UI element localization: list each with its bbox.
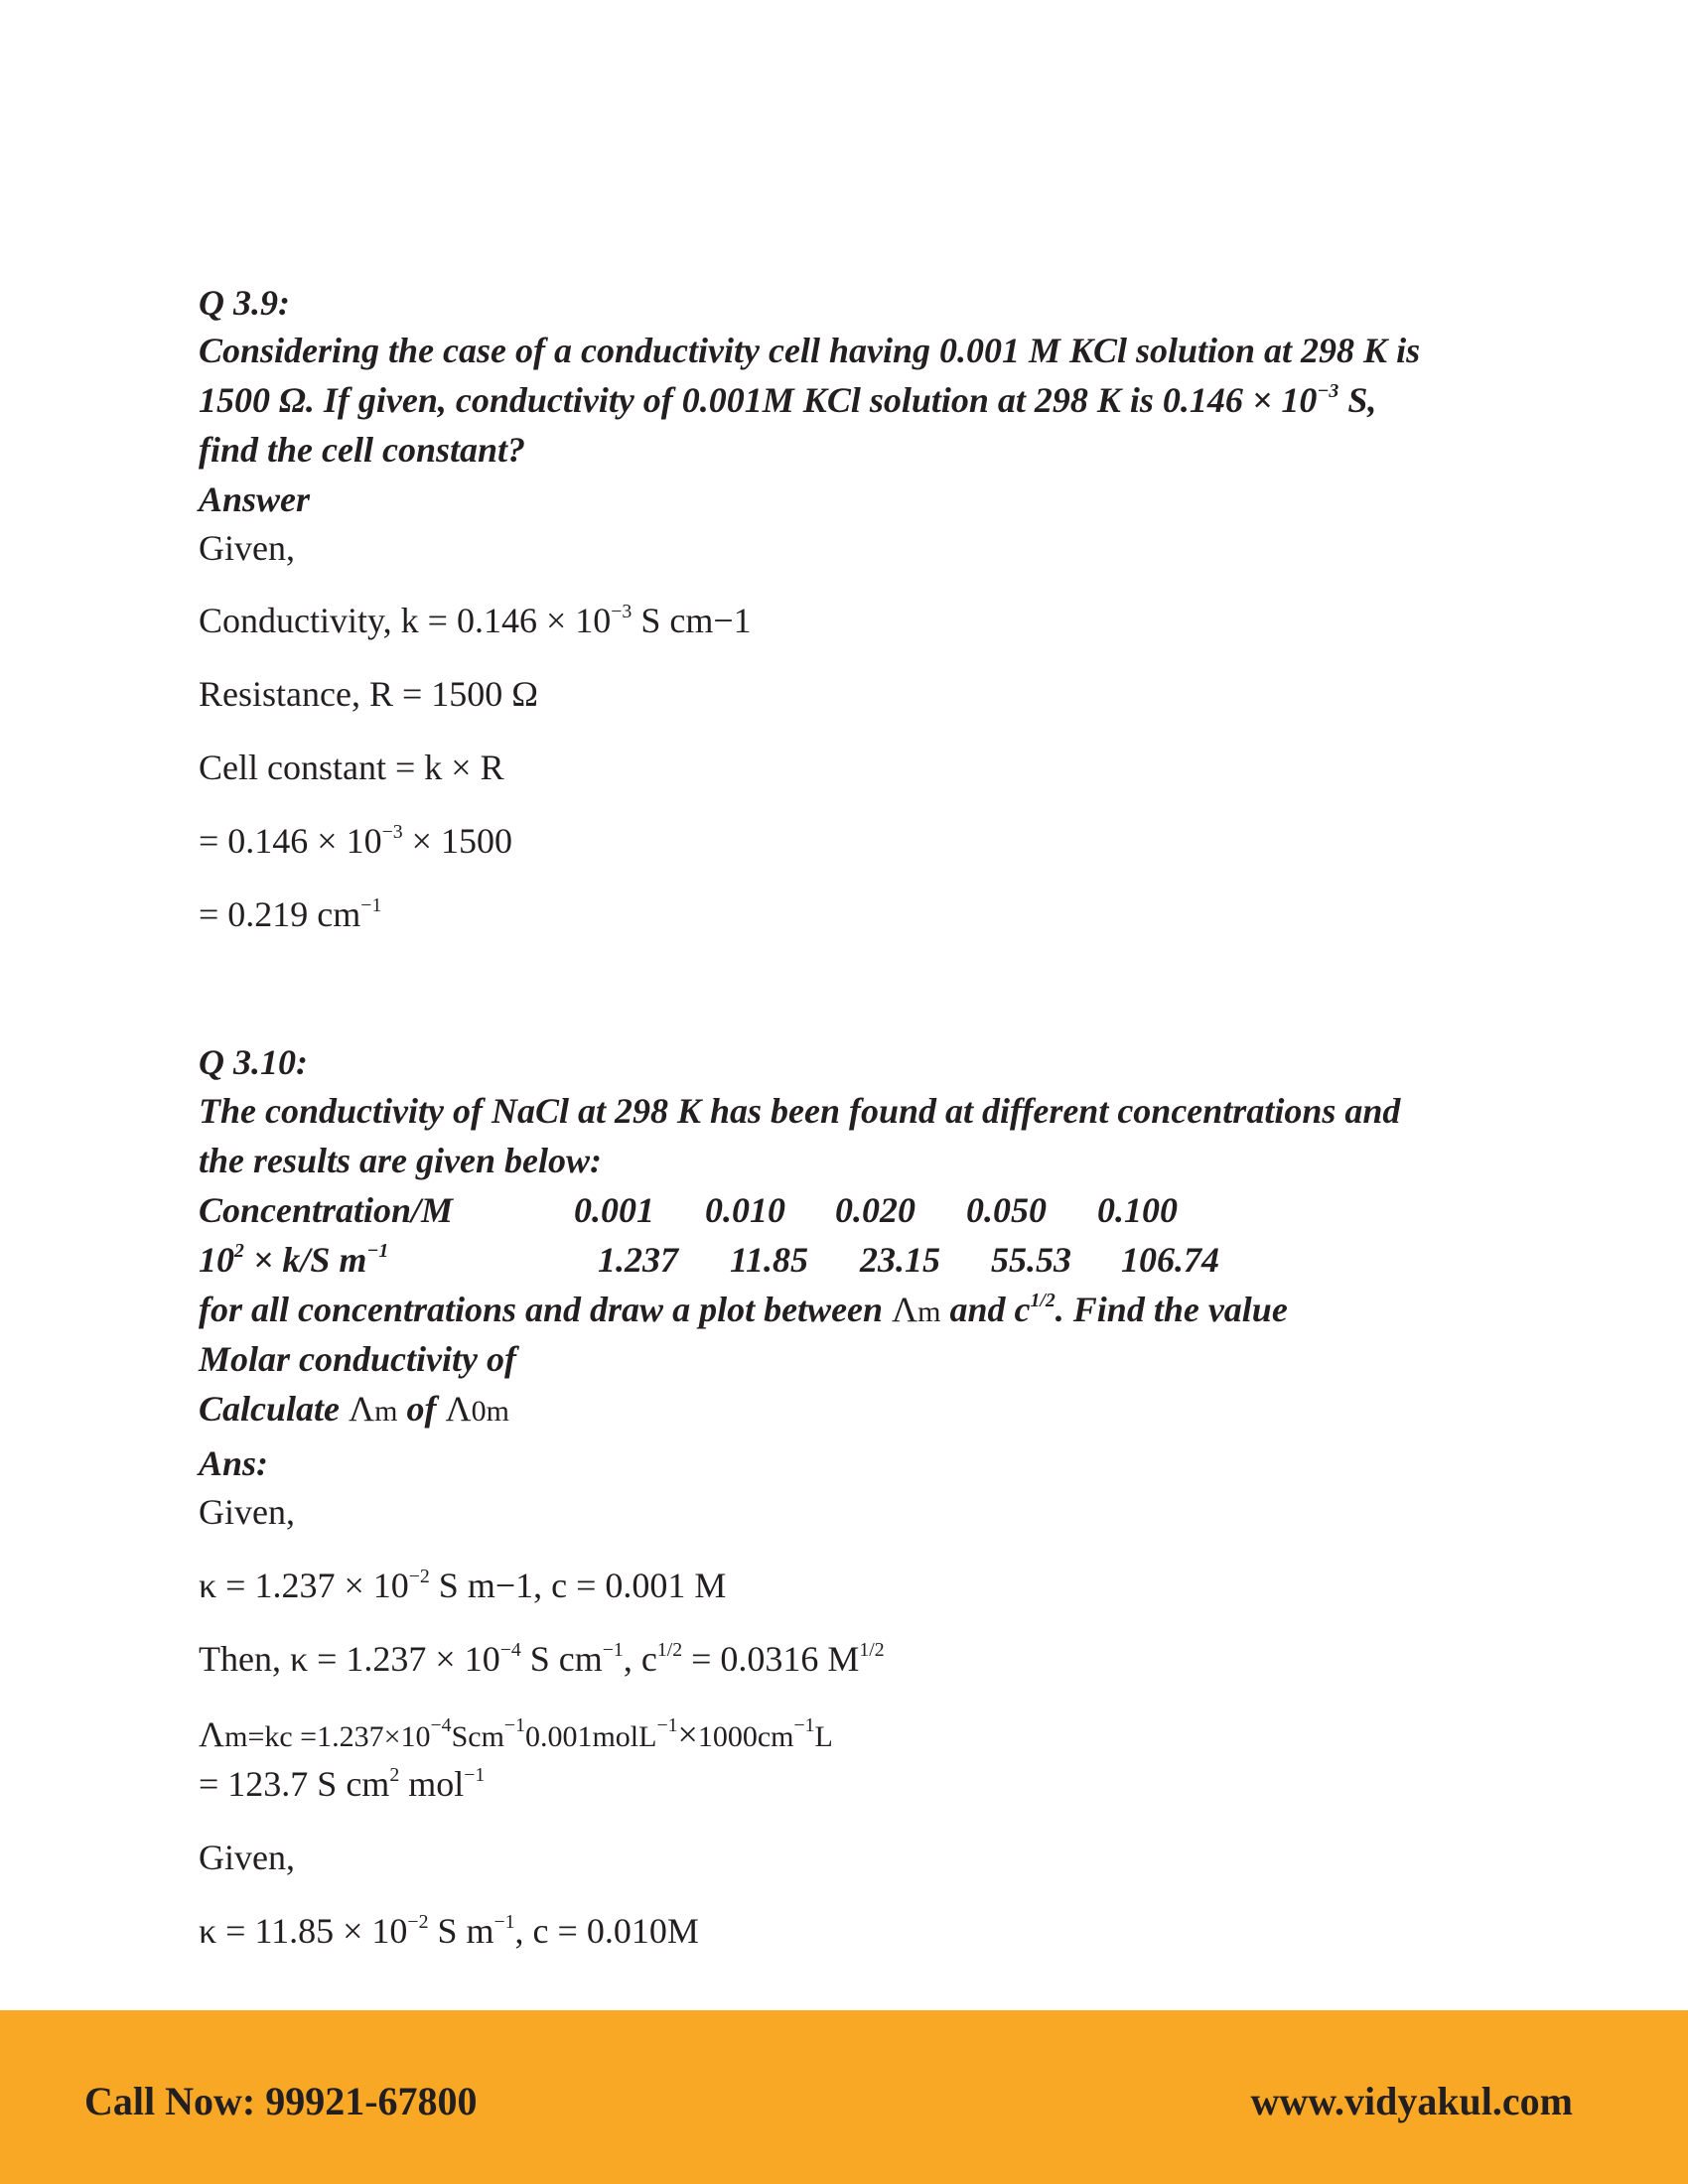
footer-banner	[0, 2010, 1688, 2184]
table-row-conductivity	[199, 1238, 1509, 1282]
table-cell: 1.237	[598, 1240, 678, 1280]
q310-question-line1: The conductivity of NaCl at 298 K has been found at different concentrations and	[199, 1091, 1401, 1131]
table-cell: 0.010	[705, 1190, 785, 1230]
q39-conductivity: Conductivity, $k = 0.146 \times 10^{-3}$ S cm−1	[199, 601, 752, 640]
q39-step1: = $0.146 \times 10^{-3} \times 1500$	[199, 821, 512, 861]
table-cell: 0.100	[1097, 1190, 1178, 1230]
q310-title: Q 3.10:	[199, 1042, 308, 1082]
table-row-label: Concentration/M	[199, 1190, 454, 1230]
q39-resistance: Resistance, R = 1500 Ω	[199, 674, 539, 714]
q39-title: Q 3.9:	[199, 283, 290, 323]
q39-cell-constant: Cell constant = k × R	[199, 748, 504, 787]
table-row-concentration	[199, 1188, 1509, 1232]
table-cell: 0.050	[966, 1190, 1047, 1230]
q310-kappa2: $\kappa = 11.85 \times 10^{-2}$ S $m^{-1}$, c = 0.010M	[199, 1911, 699, 1951]
q39-question-line2: 1500 Ω. If given, conductivity of 0.001M KCl solution at 298 K is $0.146 \times 10^{-3}$ S,	[199, 380, 1377, 420]
table-cell: 55.53	[991, 1240, 1071, 1280]
q39-step2: = 0.219 $cm^{-1}$	[199, 894, 382, 934]
q310-question-line6: Molar conductivity of	[199, 1339, 516, 1379]
q39-question-line1: Considering the case of a conductivity cell having 0.001 M KCl solution at 298 K is	[199, 331, 1421, 370]
table-cell: 0.001	[574, 1190, 654, 1230]
q310-lambda-equation: $\Lambda m=kc =1.237\times 10^{-4}Scm^{-1}0.001molL^{-1}\times 1000cm^{-1}L$	[199, 1714, 833, 1754]
table-row-label: $10^2 \times k/S$ $m^{-1}$	[199, 1240, 389, 1280]
q310-question-line5: for all concentrations and draw a plot between Λm and $c^{1/2}$. Find the value	[199, 1290, 1288, 1329]
q310-ans-label: Ans:	[199, 1443, 269, 1483]
q310-given: Given,	[199, 1492, 295, 1532]
q310-kappa1: $\kappa = 1.237 \times 10^{-2}$ S m−1, c = 0.001 M	[199, 1566, 727, 1605]
table-cell: 11.85	[730, 1240, 809, 1280]
q39-question-line3: find the cell constant?	[199, 430, 526, 470]
q310-question-line7: Calculate Λm of Λ0m	[199, 1389, 509, 1429]
table-cell: 23.15	[860, 1240, 940, 1280]
table-cell: 106.74	[1121, 1240, 1219, 1280]
q39-answer-label: Answer	[199, 479, 311, 519]
q39-given: Given,	[199, 528, 295, 568]
q310-result: = 123.7 S $cm^2$ mol$^{-1}$	[199, 1764, 486, 1804]
table-cell: 0.020	[835, 1190, 915, 1230]
q310-question-line2: the results are given below:	[199, 1141, 602, 1180]
call-now-text: Call Now: 99921-67800	[84, 2079, 478, 2123]
q310-then: Then, $\kappa = 1.237 \times 10^{-4}$ S $cm^{-1}$, $c^{1/2} = 0.0316$ $M^{1/2}$	[199, 1639, 885, 1679]
website-link[interactable]: www.vidyakul.com	[1250, 2079, 1573, 2123]
q310-given2: Given,	[199, 1838, 295, 1877]
